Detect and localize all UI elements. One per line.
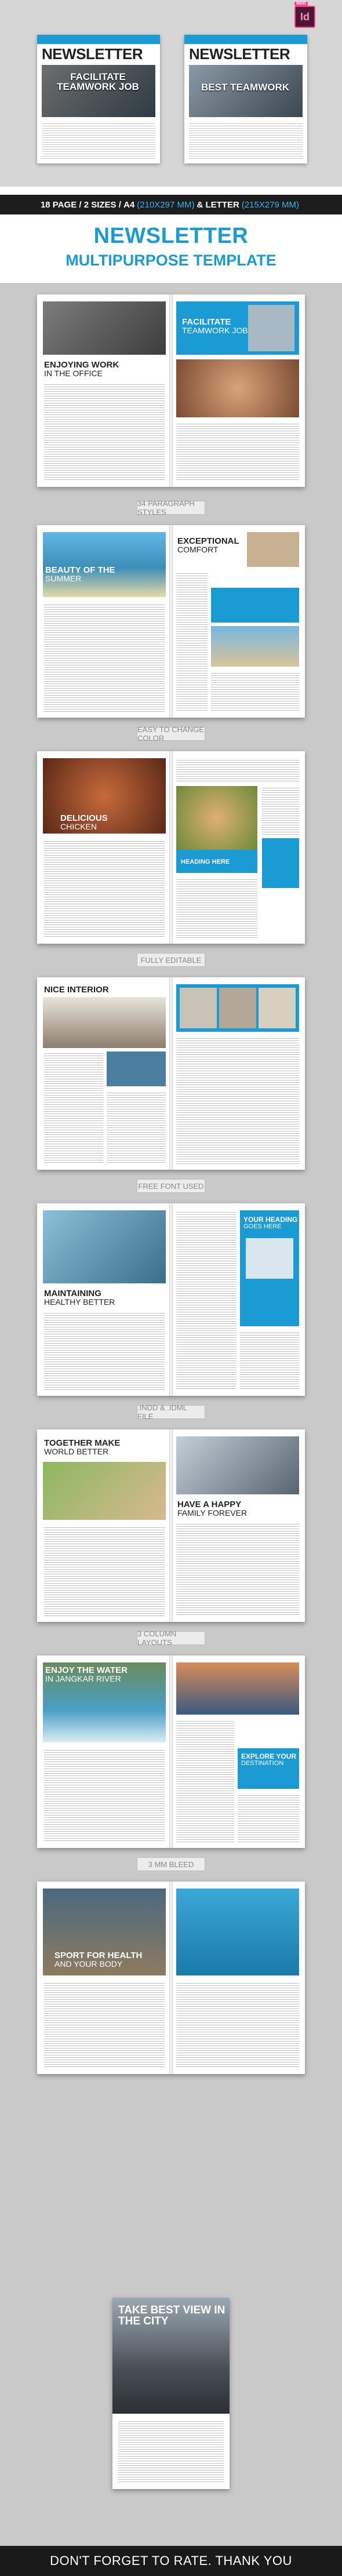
feature-label: 3 COLUMN LAYOUTS bbox=[137, 1631, 205, 1645]
spec-letter: & LETTER bbox=[197, 199, 239, 210]
spec-a4: A4 bbox=[123, 199, 135, 210]
cover-page-1 bbox=[37, 35, 160, 163]
spread-8 bbox=[37, 1882, 305, 2074]
cover-preview-area bbox=[0, 0, 342, 187]
cover-body-text bbox=[42, 122, 155, 159]
cover-body-text bbox=[189, 122, 303, 159]
spread-photo bbox=[259, 988, 296, 1028]
feature-label: FREE FONT USED bbox=[137, 1179, 205, 1193]
spec-a4-size: (210X297 MM) bbox=[137, 199, 195, 210]
final-cover bbox=[112, 2298, 230, 2489]
spread-7 bbox=[37, 1656, 305, 1848]
spread-1 bbox=[37, 294, 305, 487]
spec-pages: 18 PAGE / 2 SIZES / bbox=[40, 199, 121, 210]
spread-photo bbox=[176, 1662, 299, 1715]
spread-left-title: ENJOY THE WATER IN JANGKAR RIVER bbox=[45, 1665, 128, 1683]
cover-headline: BEST TEAMWORK bbox=[201, 82, 290, 93]
feature-label: EASY TO CHANGE COLOR bbox=[137, 727, 205, 741]
footer-rate-message: DON'T FORGET TO RATE. THANK YOU bbox=[0, 2546, 342, 2576]
spread-photo bbox=[43, 1462, 166, 1520]
spread-photo bbox=[43, 532, 166, 597]
spread-right-title: EXCEPTIONAL COMFORT bbox=[177, 536, 239, 554]
spread-photo bbox=[246, 1238, 293, 1279]
spread-left-title: MAINTAINING HEALTHY BETTER bbox=[44, 1289, 115, 1307]
cover-masthead: NEWSLETTER bbox=[189, 45, 290, 63]
spread-right-title: HEADING HERE bbox=[181, 858, 230, 865]
feature-label: .INDD & .IDML FILE bbox=[137, 1405, 205, 1419]
spread-photo bbox=[211, 626, 299, 667]
product-info bbox=[0, 187, 342, 283]
spread-left-title: TOGETHER MAKE WORLD BETTER bbox=[44, 1438, 121, 1456]
spread-photo bbox=[176, 786, 257, 850]
indesign-icon bbox=[294, 2, 315, 28]
spread-right-title: FACILITATE TEAMWORK JOB bbox=[182, 317, 248, 335]
feature-label: 3 MM BLEED bbox=[137, 1857, 205, 1871]
cover-masthead: NEWSLETTER bbox=[42, 45, 143, 63]
feature-label: 34 PARAGRAPH STYLES bbox=[137, 501, 205, 515]
spread-right-title: EXPLORE YOUR DESTINATION bbox=[241, 1752, 297, 1767]
spec-bar bbox=[0, 195, 342, 214]
spread-5 bbox=[37, 1203, 305, 1396]
feature-label: FULLY EDITABLE bbox=[137, 953, 205, 967]
spread-photo bbox=[43, 1210, 166, 1283]
spread-6 bbox=[37, 1429, 305, 1622]
spread-photo bbox=[176, 1436, 299, 1494]
spread-photo bbox=[107, 1051, 166, 1086]
spread-left-title: SPORT FOR HEALTH AND YOUR BODY bbox=[54, 1951, 143, 1969]
spread-left-title: NICE INTERIOR bbox=[44, 985, 109, 995]
badge-tag: INDD bbox=[294, 2, 308, 6]
final-title: TAKE BEST VIEW IN THE CITY bbox=[118, 2304, 225, 2327]
spread-2 bbox=[37, 525, 305, 718]
spread-left-title: DELICIOUS CHICKEN bbox=[60, 813, 108, 831]
spread-4 bbox=[37, 977, 305, 1170]
spread-photo bbox=[176, 359, 299, 417]
spec-letter-size: (215X279 MM) bbox=[241, 199, 300, 210]
spread-left-title: BEAUTY OF THE SUMMER bbox=[45, 565, 115, 583]
spread-photo bbox=[219, 988, 256, 1028]
cover-page-2 bbox=[184, 35, 307, 163]
spread-photo bbox=[43, 301, 166, 355]
spread-photo bbox=[43, 997, 166, 1048]
product-title: NEWSLETTER bbox=[93, 224, 249, 248]
spread-right-title: HAVE A HAPPY FAMILY FOREVER bbox=[177, 1500, 248, 1518]
portrait-photo bbox=[248, 305, 294, 351]
spread-left-title: ENJOYING WORK IN THE OFFICE bbox=[44, 360, 119, 378]
badge-label: Id bbox=[300, 10, 310, 23]
spread-photo bbox=[247, 532, 299, 567]
spread-right-title: YOUR HEADING GOES HERE bbox=[243, 1216, 298, 1230]
spread-3 bbox=[37, 751, 305, 944]
spread-photo bbox=[176, 1889, 299, 1975]
cover-headline: FACILITATE TEAMWORK JOB bbox=[57, 71, 139, 92]
product-subtitle: MULTIPURPOSE TEMPLATE bbox=[66, 252, 276, 269]
spread-photo bbox=[180, 988, 217, 1028]
